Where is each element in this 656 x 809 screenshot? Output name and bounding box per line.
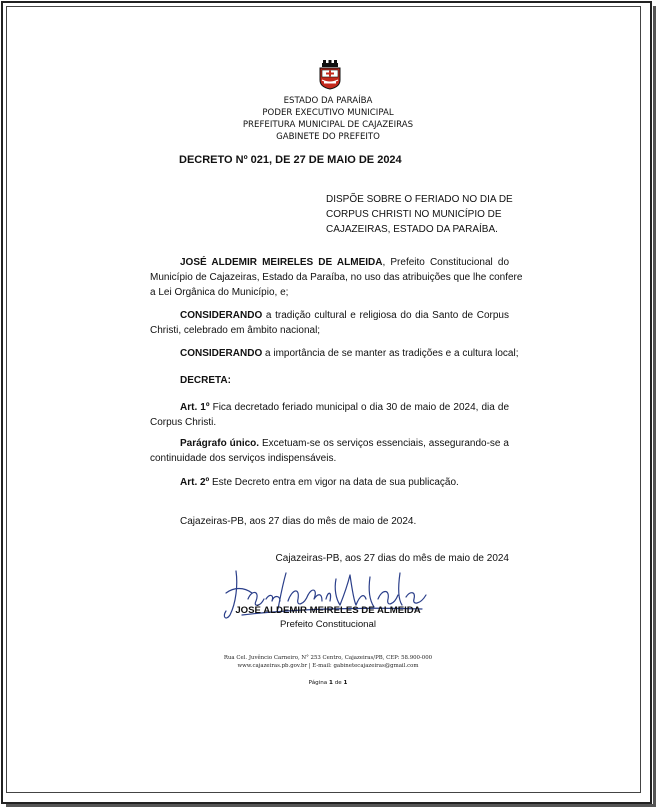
handwritten-signature <box>222 565 432 627</box>
article-2: Art. 2º Este Decreto entra em vigor na data de sua publicação. <box>180 477 459 488</box>
document-header <box>0 95 656 143</box>
decreta-heading: DECRETA: <box>180 375 231 386</box>
mayor-name: JOSÉ ALDEMIR MEIRELES DE ALMEIDA <box>180 257 383 268</box>
footer-address: Rua Cel. Juvêncio Carneiro, N° 253 Centro, Cajazeiras/PB, CEP: 58.900-000 <box>223 655 433 661</box>
ementa-line: CAJAZEIRAS, ESTADO DA PARAÍBA. <box>326 224 498 235</box>
header-line-power: PODER EXECUTIVO MUNICIPAL <box>262 108 394 118</box>
signatory-name: JOSÉ ALDEMIR MEIRELES DE ALMEIDA <box>235 605 421 616</box>
signatory-role: Prefeito Constitucional <box>280 619 376 630</box>
date-right: Cajazeiras-PB, aos 27 dias do mês de maio de 2024 <box>275 553 509 564</box>
header-line-state: ESTADO DA PARAÍBA <box>283 96 373 106</box>
page-number: Página 1 de 1 <box>308 680 348 686</box>
ementa-line: CORPUS CHRISTI NO MUNICÍPIO DE <box>326 209 502 220</box>
header-line-prefecture: PREFEITURA MUNICIPAL DE CAJAZEIRAS <box>242 120 414 130</box>
date-left: Cajazeiras-PB, aos 27 dias do mês de maio de 2024. <box>180 516 417 527</box>
sole-paragraph: Parágrafo único. Excetuam-se os serviços essenciais, assegurando-se a continuidade dos serviços indispensáveis. <box>150 438 509 464</box>
ementa-line: DISPÕE SOBRE O FERIADO NO DIA DE <box>326 194 513 205</box>
considerando-paragraph-1: CONSIDERANDO a tradição cultural e religiosa do dia Santo de Corpus Christi, celebrado em âmbito nacional; <box>150 310 509 336</box>
considerando-paragraph-2: CONSIDERANDO a importância de se manter as tradições e a cultura local; <box>180 348 519 359</box>
decree-ementa <box>326 192 512 237</box>
footer-web: www.cajazeiras.pb.gov.br | E-mail: gabinetecajazeiras@gmail.com <box>237 663 419 669</box>
page-shadow-bottom <box>6 804 656 807</box>
article-1: Art. 1º Fica decretado feriado municipal o dia 30 de maio de 2024, dia de Corpus Christi. <box>150 402 510 428</box>
decree-title: DECRETO Nº 021, DE 27 DE MAIO DE 2024 <box>179 154 402 166</box>
preamble-paragraph: JOSÉ ALDEMIR MEIRELES DE ALMEIDA, Prefeito Constitucional do Município de Cajazeiras, Estado da Paraíba, no uso das atribuições que lhe confere a Lei Orgânica do Município, e; <box>150 257 523 298</box>
header-line-office: GABINETE DO PREFEITO <box>276 132 380 142</box>
municipal-coat-of-arms-icon <box>318 60 342 90</box>
